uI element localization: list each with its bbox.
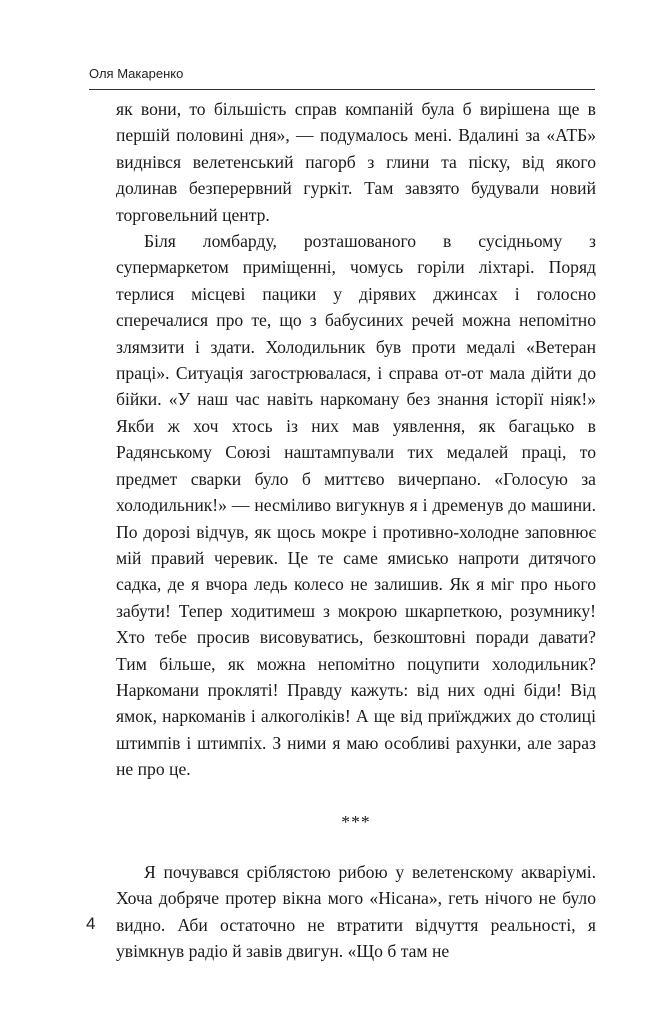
running-header-author: Оля Макаренко [89,66,184,81]
section-separator: *** [341,811,371,832]
paragraph-continuation: як вони, то більшість справ компаній була б вирішена ще в першій половині дня», — подумалось мені. Вдалині за «АТБ» виднівся велетенський пагорб з глини та піску, від якого долинав безперервний гуркіт. Там завзято будували новий торговельний центр. [116,99,596,225]
paragraph-aquarium: Я почувався сріблястою рибою у велетенскому акваріумі. Хоча добряче протер вікна мого «Нісана», геть нічого не було видно. Аби остаточно не втратити відчуття реальності, я увімкнув радіо й завів двигун. «Що б там не [116,861,596,962]
body-text [116,96,596,965]
paragraph-lombard: Біля ломбарду, розташованого в сусідньому з супермаркетом приміщенні, чомусь горіли ліхтарі. Поряд терлися місцеві пацики у дірявих джинсах і голосно сперечалися про те, що з бабусиних речей можна непомітно злямзити і здати. Холодильник був проти медалі «Ветеран праці». Ситуація загострювалася, і справа от-от мала дійти до бійки. «У наш час навіть наркоману без знання історії ніяк!» Якби ж хоч хтось із них мав уявлення, як багацько в Радянському Союзі наштампували тих медалей праці, то предмет сварки було б миттєво вичерпано. «Голосую за холодильник!» — несміливо вигукнув я і дременув до машини. По дорозі відчув, як щось мокре і противно-холодне заповнює мій правий черевик. Це те саме ямисько напроти дитячого садка, де я вчора ледь колесо не залишив. Як я міг про нього забути! Тепер ходитимеш з мокрою шкарпеткою, розумнику! Хто тебе просив висовуватись, безкоштовні поради давати? Тим більше, як можна непомітно поцупити холодильник? Наркомани прокляті! Правду кажуть: від них одні біди! Від ямок, наркоманів і алкоголіків! А ще від приїжджих до столиці штимпів і штимпіх. З ними я маю особливі рахунки, але зараз не про це. [116,231,596,780]
header-rule [89,89,595,90]
page-number: 4 [86,914,96,933]
